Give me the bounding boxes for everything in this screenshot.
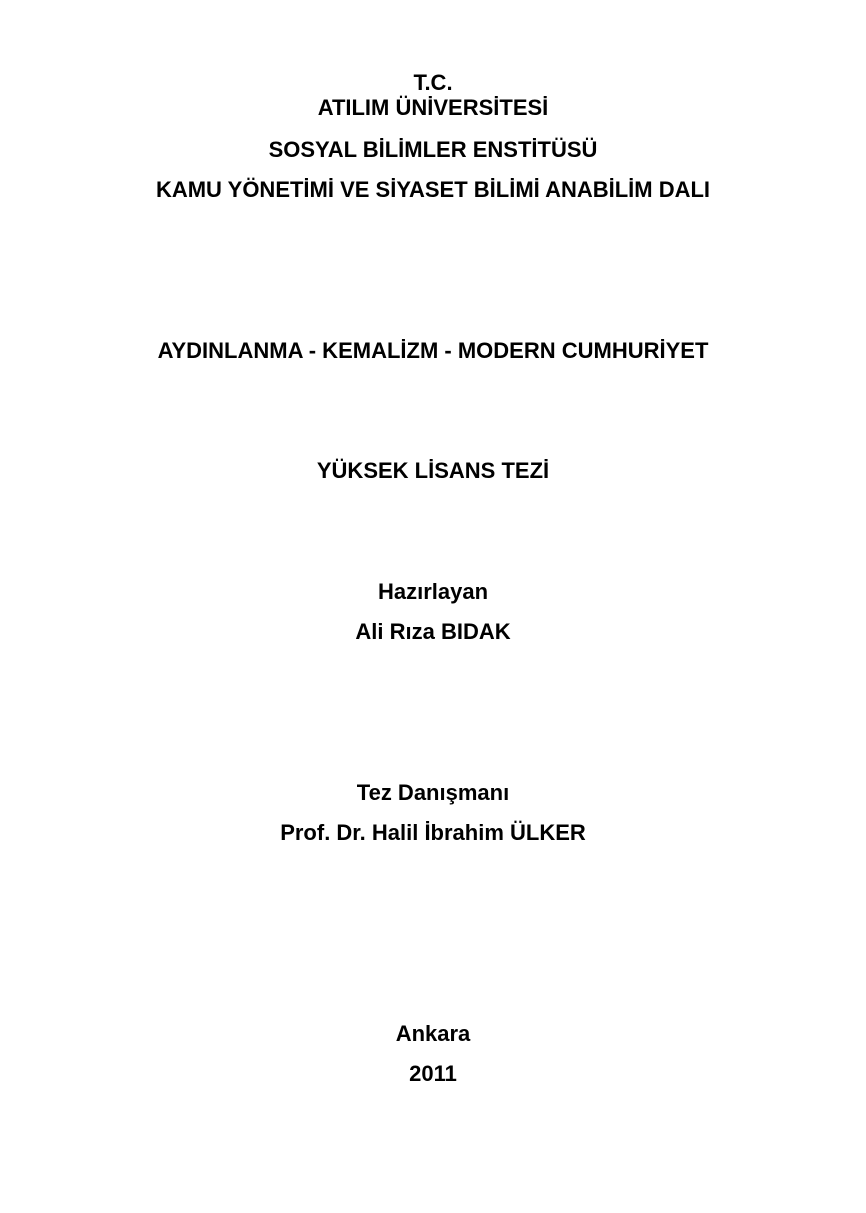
year: 2011 <box>409 1061 457 1086</box>
thesis-title: AYDINLANMA - KEMALİZM - MODERN CUMHURİYET <box>157 338 709 363</box>
country-heading: T.C. <box>413 70 453 95</box>
thesis-degree: YÜKSEK LİSANS TEZİ <box>316 458 550 483</box>
advisor-name: Prof. Dr. Halil İbrahim ÜLKER <box>280 820 586 845</box>
institute-name: SOSYAL BİLİMLER ENSTİTÜSÜ <box>268 137 598 162</box>
department-name: KAMU YÖNETİMİ VE SİYASET BİLİMİ ANABİLİM DALI <box>155 177 711 202</box>
advisor-label: Tez Danışmanı <box>356 780 510 805</box>
city: Ankara <box>395 1021 471 1046</box>
author-name: Ali Rıza BIDAK <box>355 619 511 644</box>
university-name: ATILIM ÜNİVERSİTESİ <box>317 95 549 120</box>
author-label: Hazırlayan <box>377 579 489 604</box>
